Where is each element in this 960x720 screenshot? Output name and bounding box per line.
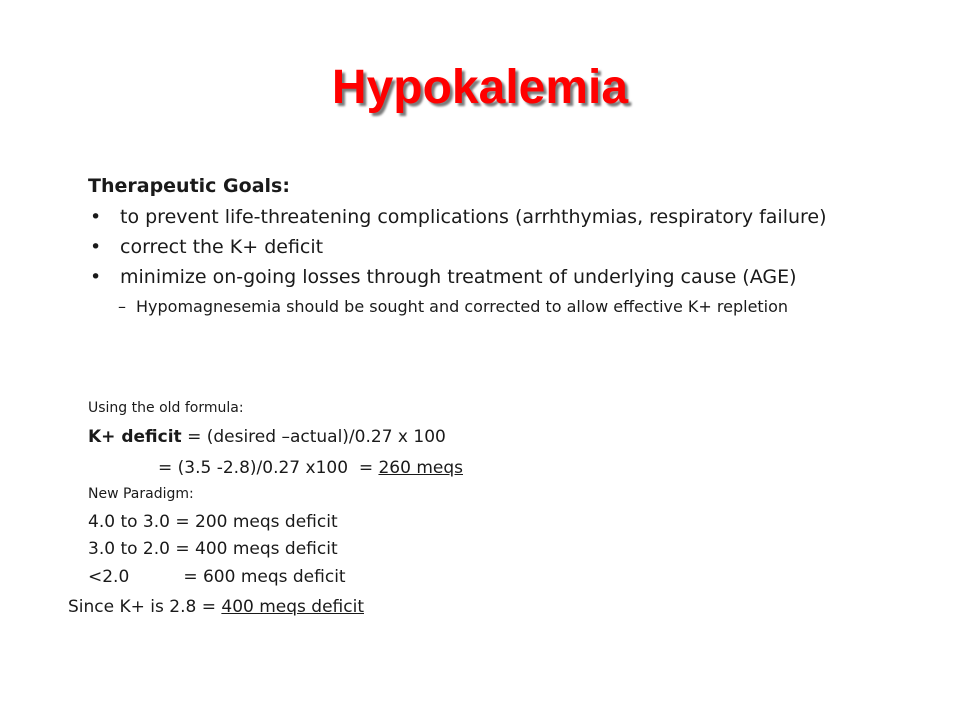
goal-text: minimize on-going losses through treatment of underlying cause (AGE) xyxy=(120,266,797,288)
therapeutic-goals-heading: Therapeutic Goals: xyxy=(88,175,290,197)
paradigm-line: <2.0 = 600 meqs deficit xyxy=(88,567,346,587)
goals-list xyxy=(88,202,928,317)
new-paradigm-label: New Paradigm: xyxy=(88,486,194,502)
conclusion-prefix: Since K+ is 2.8 = xyxy=(68,597,222,617)
deficit-calc-result: 260 meqs xyxy=(378,458,463,478)
paradigm-line: 4.0 to 3.0 = 200 meqs deficit xyxy=(88,512,338,532)
conclusion-line xyxy=(68,596,364,618)
deficit-calc-line xyxy=(158,457,463,479)
deficit-formula-line xyxy=(88,426,446,448)
conclusion-result: 400 meqs deficit xyxy=(221,597,364,617)
deficit-calc-prefix: = (3.5 -2.8)/0.27 x100 = xyxy=(158,458,379,478)
sub-item-text: Hypomagnesemia should be sought and corrected to allow effective K+ repletion xyxy=(136,297,789,316)
goal-item-correct xyxy=(88,232,928,262)
old-formula-label: Using the old formula: xyxy=(88,400,244,416)
goal-item-prevent xyxy=(88,202,928,232)
deficit-formula: = (desired –actual)/0.27 x 100 xyxy=(181,427,446,447)
bullet-icon: • xyxy=(90,236,102,258)
sub-item-hypomagnesemia xyxy=(88,296,856,317)
dash-icon: – xyxy=(118,297,126,316)
goal-text: to prevent life-threatening complications (arrhthymias, respiratory failure) xyxy=(120,206,827,228)
goal-item-minimize xyxy=(88,262,928,292)
paradigm-line: 3.0 to 2.0 = 400 meqs deficit xyxy=(88,539,338,559)
goal-text: correct the K+ deficit xyxy=(120,236,324,258)
bullet-icon: • xyxy=(90,266,102,288)
slide-title: Hypokalemia xyxy=(331,61,629,114)
deficit-label: K+ deficit xyxy=(88,427,182,447)
bullet-icon: • xyxy=(90,206,102,228)
